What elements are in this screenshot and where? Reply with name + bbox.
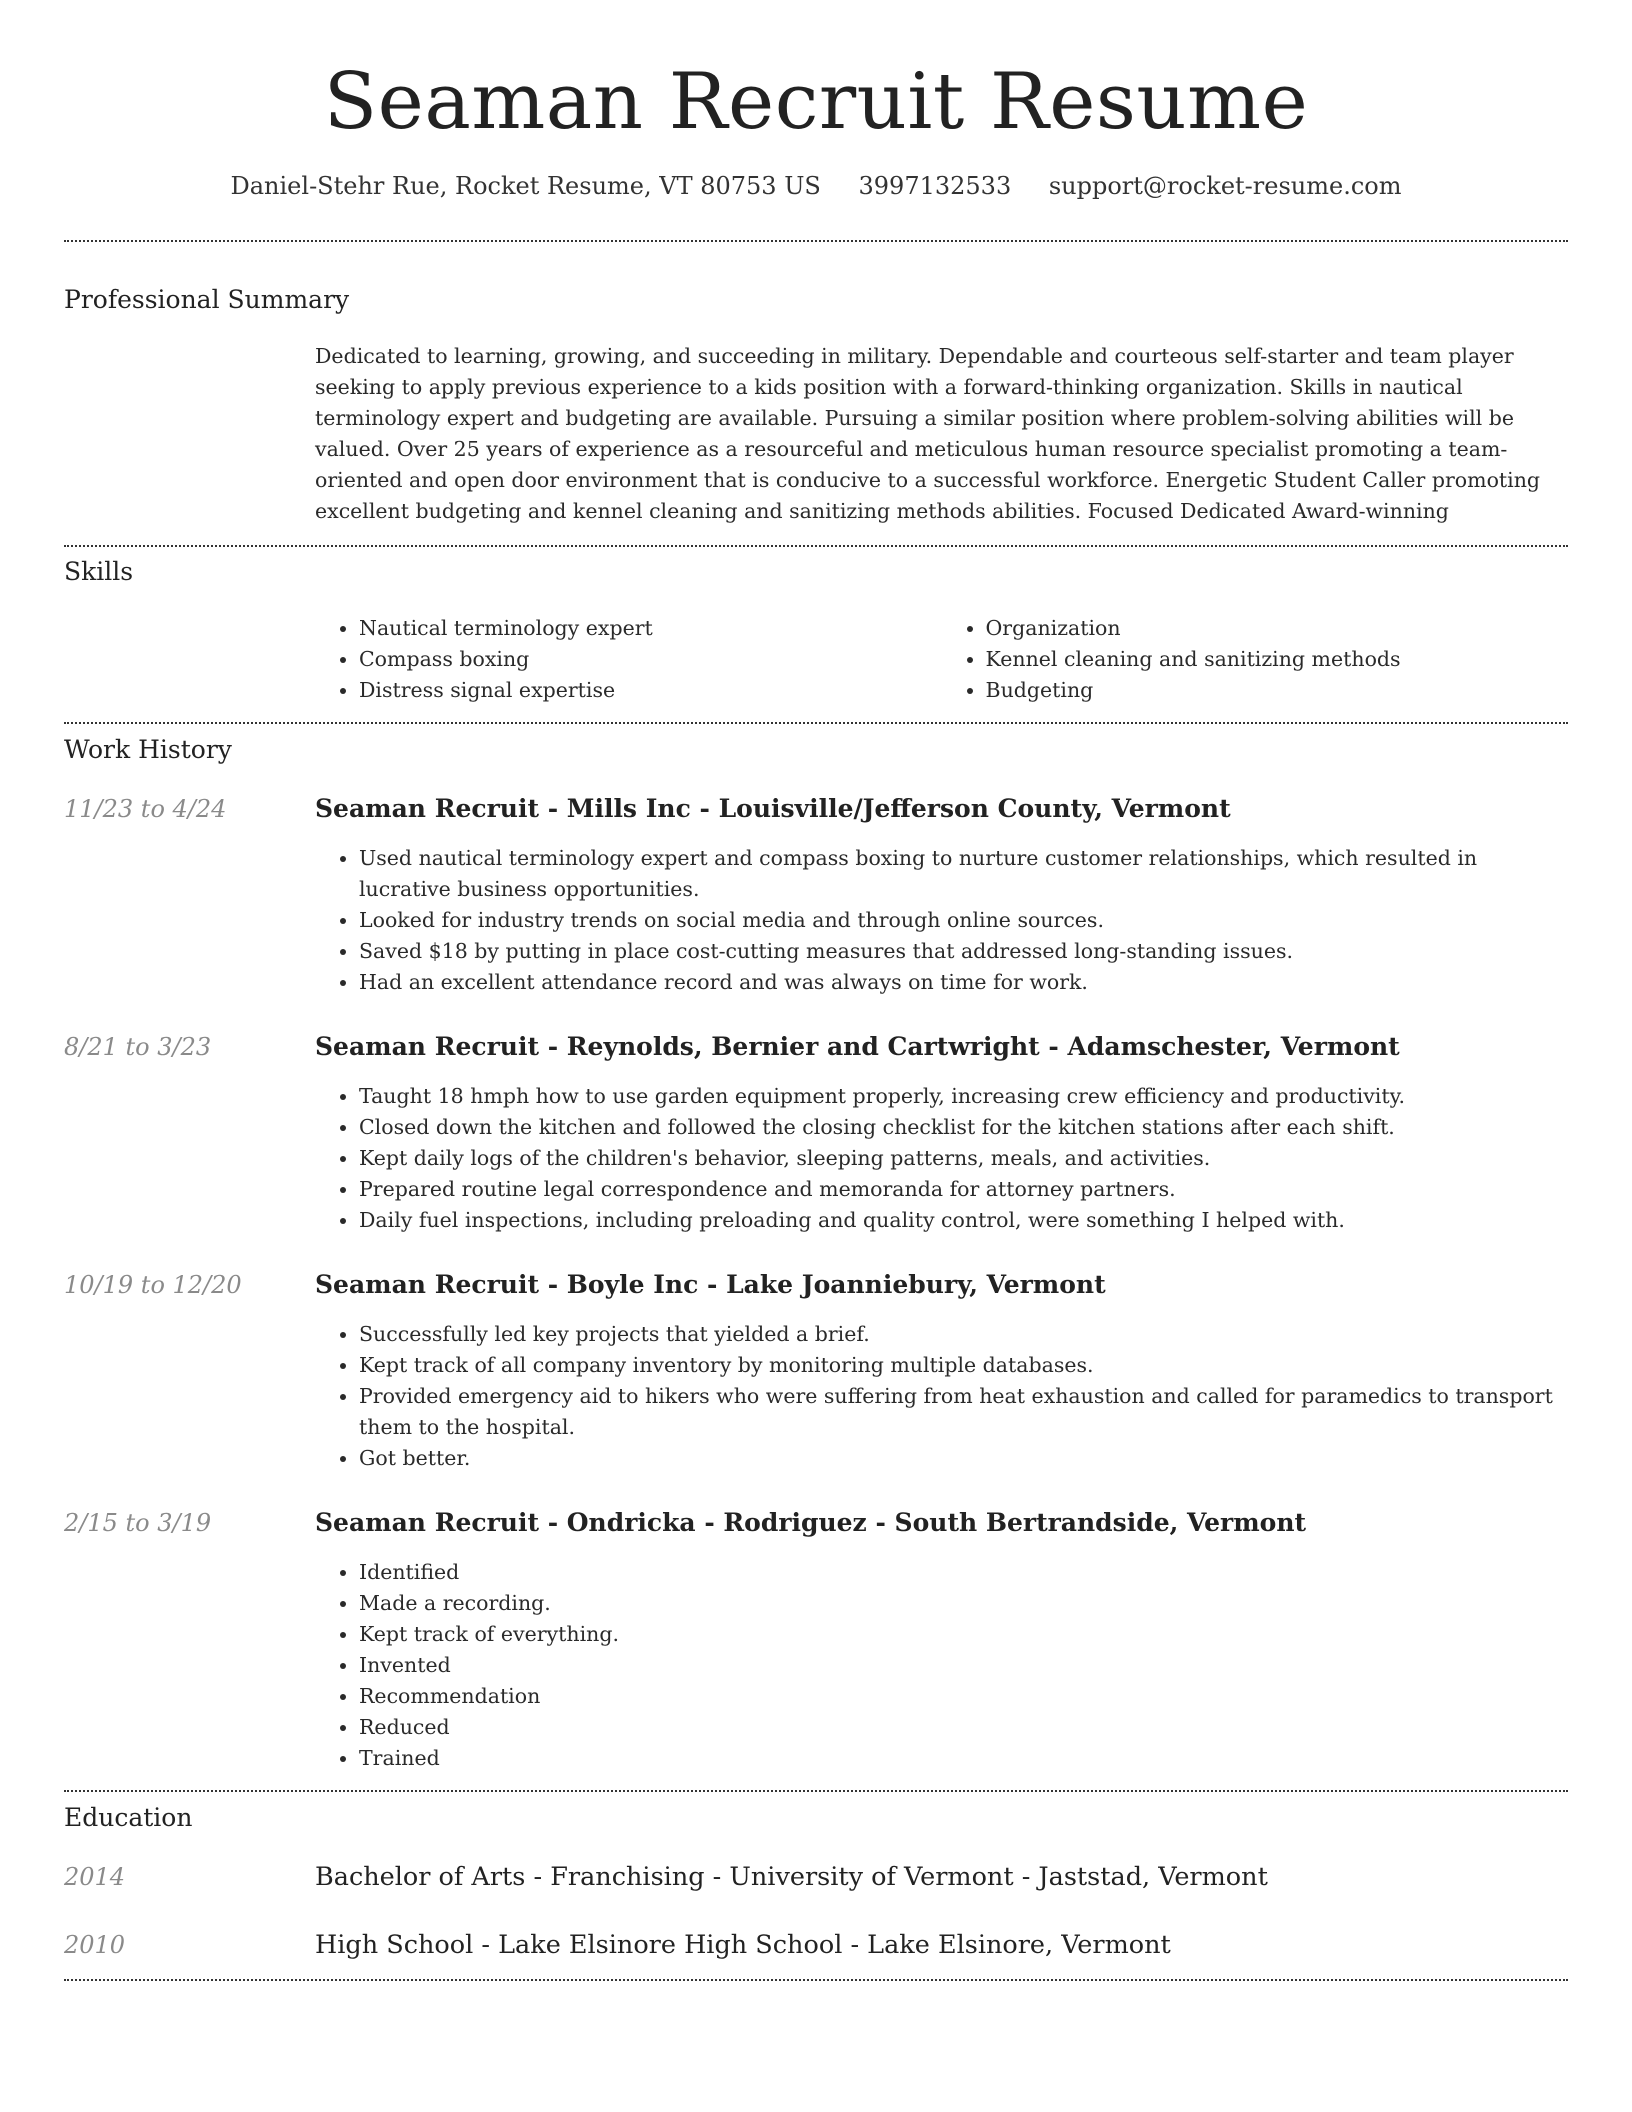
- divider: [64, 1979, 1568, 1981]
- skill-item: • Compass boxing: [359, 644, 942, 675]
- job-bullet: • Invented: [359, 1650, 1568, 1681]
- job-bullet: • Daily fuel inspections, including preloading and quality control, were something I helped with.: [359, 1205, 1568, 1236]
- job-title: Seaman Recruit - Mills Inc - Louisville/Jefferson County, Vermont: [315, 794, 1231, 823]
- education-year: 2010: [64, 1931, 126, 1959]
- divider: [64, 240, 1568, 242]
- job-bullet: • Saved $18 by putting in place cost-cutting measures that addressed long-standing issues.: [359, 936, 1568, 967]
- contact-email: support@rocket-resume.com: [1048, 172, 1402, 200]
- resume-page: [64, 0, 1568, 1960]
- job-duties: [315, 1081, 1568, 1236]
- job-duties: [315, 1319, 1568, 1474]
- job-bullet: • Reduced: [359, 1712, 1568, 1743]
- job-bullet: • Taught 18 hmph how to use garden equipment properly, increasing crew efficiency and productivity.: [359, 1081, 1568, 1112]
- job-bullet: • Kept daily logs of the children's behavior, sleeping patterns, meals, and activities.: [359, 1143, 1568, 1174]
- job-bullet: • Had an excellent attendance record and was always on time for work.: [359, 967, 1568, 998]
- job-bullet: • Kept track of all company inventory by monitoring multiple databases.: [359, 1350, 1568, 1381]
- job-title: Seaman Recruit - Ondricka - Rodriguez - South Bertrandside, Vermont: [315, 1508, 1307, 1537]
- resume-title: Seaman Recruit Resume: [323, 57, 1309, 147]
- job-bullet: • Closed down the kitchen and followed the closing checklist for the kitchen stations after each shift.: [359, 1112, 1568, 1143]
- job-bullet: • Recommendation: [359, 1681, 1568, 1712]
- job-bullet: • Trained: [359, 1743, 1568, 1774]
- section-heading-work: Work History: [64, 735, 232, 764]
- skill-item: • Kennel cleaning and sanitizing methods: [986, 644, 1569, 675]
- contact-line: [64, 171, 1568, 201]
- job-bullet: • Successfully led key projects that yielded a brief.: [359, 1319, 1568, 1350]
- skill-item: • Budgeting: [986, 675, 1569, 706]
- job-date: 2/15 to 3/19: [64, 1509, 212, 1537]
- job-date: 11/23 to 4/24: [64, 795, 227, 823]
- section-heading-education: Education: [64, 1803, 193, 1832]
- job-duties: [315, 843, 1568, 998]
- education-title: Bachelor of Arts - Franchising - University of Vermont - Jaststad, Vermont: [315, 1862, 1268, 1892]
- job-duties: [315, 1557, 1568, 1774]
- skill-item: • Organization: [986, 613, 1569, 644]
- skills-list: [315, 613, 1568, 706]
- divider: [64, 545, 1568, 547]
- job-bullet: • Kept track of everything.: [359, 1619, 1568, 1650]
- divider: [64, 1790, 1568, 1792]
- job-bullet: • Prepared routine legal correspondence and memoranda for attorney partners.: [359, 1174, 1568, 1205]
- section-heading-summary: Professional Summary: [64, 285, 350, 314]
- skills-column-left: [315, 613, 942, 706]
- job-bullet: • Made a recording.: [359, 1588, 1568, 1619]
- job-date: 8/21 to 3/23: [64, 1033, 212, 1061]
- job-bullet: • Provided emergency aid to hikers who were suffering from heat exhaustion and called for paramedics to transport them to the hospital.: [359, 1381, 1568, 1443]
- job-bullet: • Looked for industry trends on social media and through online sources.: [359, 905, 1568, 936]
- education-year: 2014: [64, 1863, 126, 1891]
- skill-item: • Nautical terminology expert: [359, 613, 942, 644]
- job-bullet: • Got better.: [359, 1443, 1568, 1474]
- education-title: High School - Lake Elsinore High School - Lake Elsinore, Vermont: [315, 1930, 1171, 1960]
- job-title: Seaman Recruit - Boyle Inc - Lake Joanniebury, Vermont: [315, 1270, 1106, 1299]
- divider: [64, 722, 1568, 724]
- contact-phone: 3997132533: [858, 172, 1012, 200]
- skills-column-right: [942, 613, 1569, 706]
- section-heading-skills: Skills: [64, 557, 134, 586]
- summary-section: [315, 341, 1568, 527]
- job-title: Seaman Recruit - Reynolds, Bernier and Cartwright - Adamschester, Vermont: [315, 1032, 1400, 1061]
- contact-address: Daniel-Stehr Rue, Rocket Resume, VT 80753 US: [230, 172, 821, 200]
- job-bullet: • Used nautical terminology expert and compass boxing to nurture customer relationships, which resulted in lucrative business opportunities.: [359, 843, 1568, 905]
- skill-item: • Distress signal expertise: [359, 675, 942, 706]
- job-date: 10/19 to 12/20: [64, 1271, 242, 1299]
- summary-text: Dedicated to learning, growing, and succeeding in military. Dependable and courteous self-starter and team player seeking to apply previous experience to a kids position with a forward-thinking organization. Skills in nautical terminology expert and budgeting are available. Pursuing a similar position where problem-solving abilities will be valued. Over 25 years of experience as a resourceful and meticulous human resource specialist promoting a team-oriented and open door environment that is conducive to a successful workforce. Energetic Student Caller promoting excellent budgeting and kennel cleaning and sanitizing methods abilities. Focused Dedicated Award-winning: [315, 344, 1541, 523]
- job-bullet: • Identified: [359, 1557, 1568, 1588]
